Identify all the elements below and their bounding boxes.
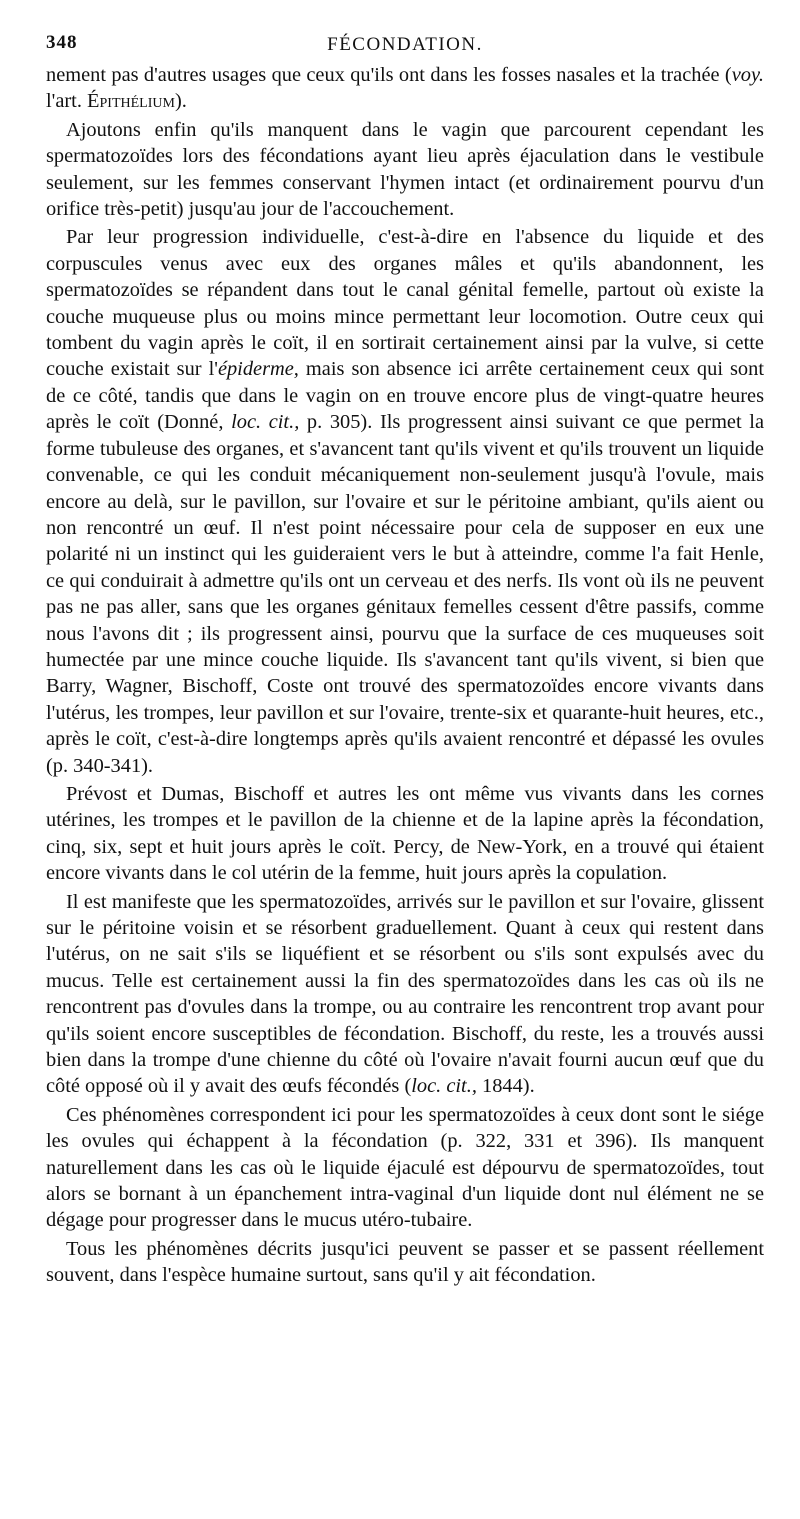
small-caps-text: Épithélium xyxy=(87,90,175,113)
page-number: 348 xyxy=(46,32,78,53)
running-head xyxy=(46,28,764,62)
text-run: Tous les phénomènes décrits jusqu'ici peuvent se passer et se passent réellement souvent, dans l'espèce humaine surtout, sans qu'il y ait fécondation. xyxy=(46,1237,764,1287)
italic-text: voy. xyxy=(731,64,764,86)
text-run: Par leur progression individuelle, c'est-à-dire en l'absence du liquide et des corpuscules venus avec eux des organes mâles et qu'ils abandonnent, les spermatozoïdes se répandent dans tout le canal génital femelle, partout où existe la couche muqueuse plus ou moins mince permettant leur locomotion. Outre ceux qui tombent du vagin après le coït, il en sortirait certainement ainsi par la vulve, si cette couche existait sur l' xyxy=(46,226,764,381)
text-run: p. 305). Ils progressent ainsi suivant ce que permet la forme tubuleuse des organes, et s'avancent tant qu'ils vivent et qu'ils trouvent un liquide convenable, ce qui les conduit mécaniquement non-seulement jusqu'à l'ovule, mais encore au delà, sur le pavillon, sur l'ovaire et sur le péritoine ambiant, qu'ils aient ou non rencontré un œuf. Il n'est point nécessaire pour cela de supposer en eux une polarité ni un instinct qui les guideraient vers le but à atteindre, comme l'a fait Henle, ce qui conduirait à admettre qu'ils ont un cerveau et des nerfs. Ils vont où ils ne peuvent pas ne pas aller, sans que les organes génitaux femelles cessent d'être passifs, comme nous l'avons dit ; ils progressent ainsi, pourvu que la surface de ces muqueuses soit humectée par une mince couche liquide. Ils s'avancent tant qu'ils vivent, si bien que Barry, Wagner, Bischoff, Coste ont trouvé des spermatozoïdes encore vivants dans l'utérus, les trompes, leur pavillon et sur l'ovaire, trente-six et quarante-huit heures, etc., après le coït, c'est-à-dire longtemps après qu'ils avaient rencontré et dépassé les ovules (p. 340-341). xyxy=(46,411,764,777)
paragraph xyxy=(46,889,764,1100)
paragraph xyxy=(46,62,764,115)
body-text xyxy=(46,62,764,1289)
text-run: Prévost et Dumas, Bischoff et autres les ont même vus vivants dans les cornes utérines, les trompes et le pavillon de la chienne et de la lapine après la fécondation, cinq, six, sept et huit jours après le coït. Percy, de New-York, en a trouvé qui étaient encore vivants dans le col utérin de la femme, huit jours après la copulation. xyxy=(46,782,764,885)
text-run: ). xyxy=(174,90,187,113)
paragraph xyxy=(46,117,764,223)
text-run: l'art. xyxy=(46,90,88,113)
text-run: Il est manifeste que les spermatozoïdes, arrivés sur le pavillon et sur l'ovaire, glissent sur le péritoine voisin et se résorbent graduellement. Quant à ceux qui restent dans l'utérus, on ne sait s'ils se liquéfient et se résorbent ou s'ils sont expulsés avec du mucus. Telle est certainement aussi la fin des spermatozoïdes dans les cas où ils ne rencontrent pas d'ovules dans la trompe, ou au contraire les rencontrent trop avant pour qu'ils soient encore susceptibles de fécondation. Bischoff, du reste, les a trouvés aussi bien dans la trompe d'une chienne du côté où l'ovaire n'avait fourni aucun œuf que du côté opposé où il y avait des œufs fécondés ( xyxy=(46,890,764,1098)
text-run: 1844). xyxy=(476,1075,535,1098)
paragraph xyxy=(46,1102,764,1234)
italic-text: loc. cit., xyxy=(231,411,300,434)
text-run: Ajoutons enfin qu'ils manquent dans le vagin que parcourent cependant les spermatozoïdes lors des fécondations ayant lieu après éjaculation dans le vestibule seulement, sur les femmes conservant l'hymen intact (et ordinairement pourvu d'un orifice très-petit) jusqu'au jour de l'accouchement. xyxy=(46,118,764,221)
paragraph xyxy=(46,1236,764,1289)
text-run: mais son absence ici arrête certainement ceux qui sont de ce côté, tandis que dans le vagin on en trouve encore plus de vingt-quatre heures après le coït (Donné, xyxy=(46,358,764,434)
italic-text: loc. cit., xyxy=(411,1075,477,1098)
paragraph xyxy=(46,224,764,779)
book-page xyxy=(46,28,764,1289)
italic-text: épiderme, xyxy=(217,358,299,381)
paragraph xyxy=(46,781,764,887)
text-run: nement pas d'autres usages que ceux qu'ils ont dans les fosses nasales et la trachée ( xyxy=(46,64,732,86)
running-title: FÉCONDATION. xyxy=(327,34,483,55)
text-run: Ces phénomènes correspondent ici pour les spermatozoïdes à ceux dont sont le siége les ovules qui échappent à la fécondation (p. 322, 331 et 396). Ils manquent naturellement dans les cas où le liquide éjaculé est dépourvu de spermatozoïdes, tout alors se bornant à un épanchement intra-vaginal d'un liquide dont nul élément ne se dégage pour progresser dans le mucus utéro-tubaire. xyxy=(46,1103,764,1232)
